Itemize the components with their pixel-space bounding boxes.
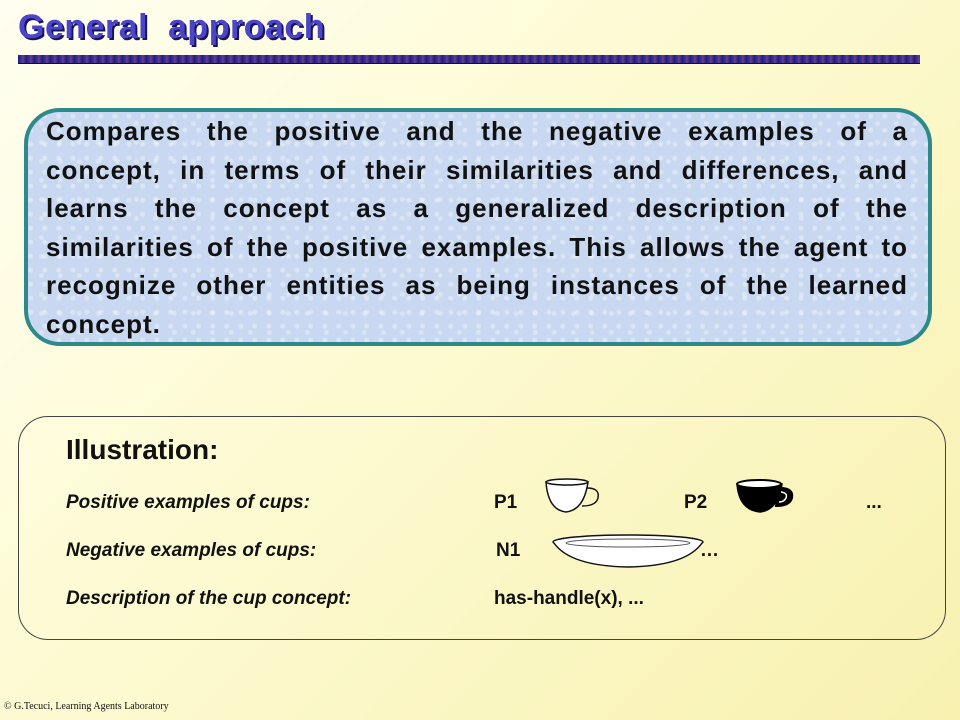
plate-icon	[550, 532, 708, 572]
positive-examples-label: Positive examples of cups:	[66, 492, 310, 513]
cup-concept-description-value: has-handle(x), ...	[494, 588, 644, 609]
negative-examples-ellipsis: …	[700, 540, 719, 561]
negative-examples-label: Negative examples of cups:	[66, 540, 317, 561]
positive-example-p1-label: P1	[494, 492, 518, 513]
black-cup-icon	[734, 476, 796, 516]
positive-example-p2-label: P2	[684, 492, 708, 513]
positive-examples-ellipsis: ...	[866, 492, 882, 513]
title-underline	[18, 55, 920, 63]
white-cup-icon	[542, 476, 604, 516]
cup-concept-description-label: Description of the cup concept:	[66, 588, 352, 609]
negative-example-n1-label: N1	[496, 540, 521, 561]
illustration-heading: Illustration:	[66, 434, 219, 465]
definition-text: Compares the positive and the negative examples of a concept, in terms of their similarities and differences, and learns the concept as a generalized description of the similarities of the positive examples. This allows the agent to recognize other entities as being instances of the learned concept.	[46, 116, 908, 339]
copyright-footer: © G.Tecuci, Learning Agents Laboratory	[4, 701, 169, 712]
slide-title: General approach	[18, 8, 326, 46]
